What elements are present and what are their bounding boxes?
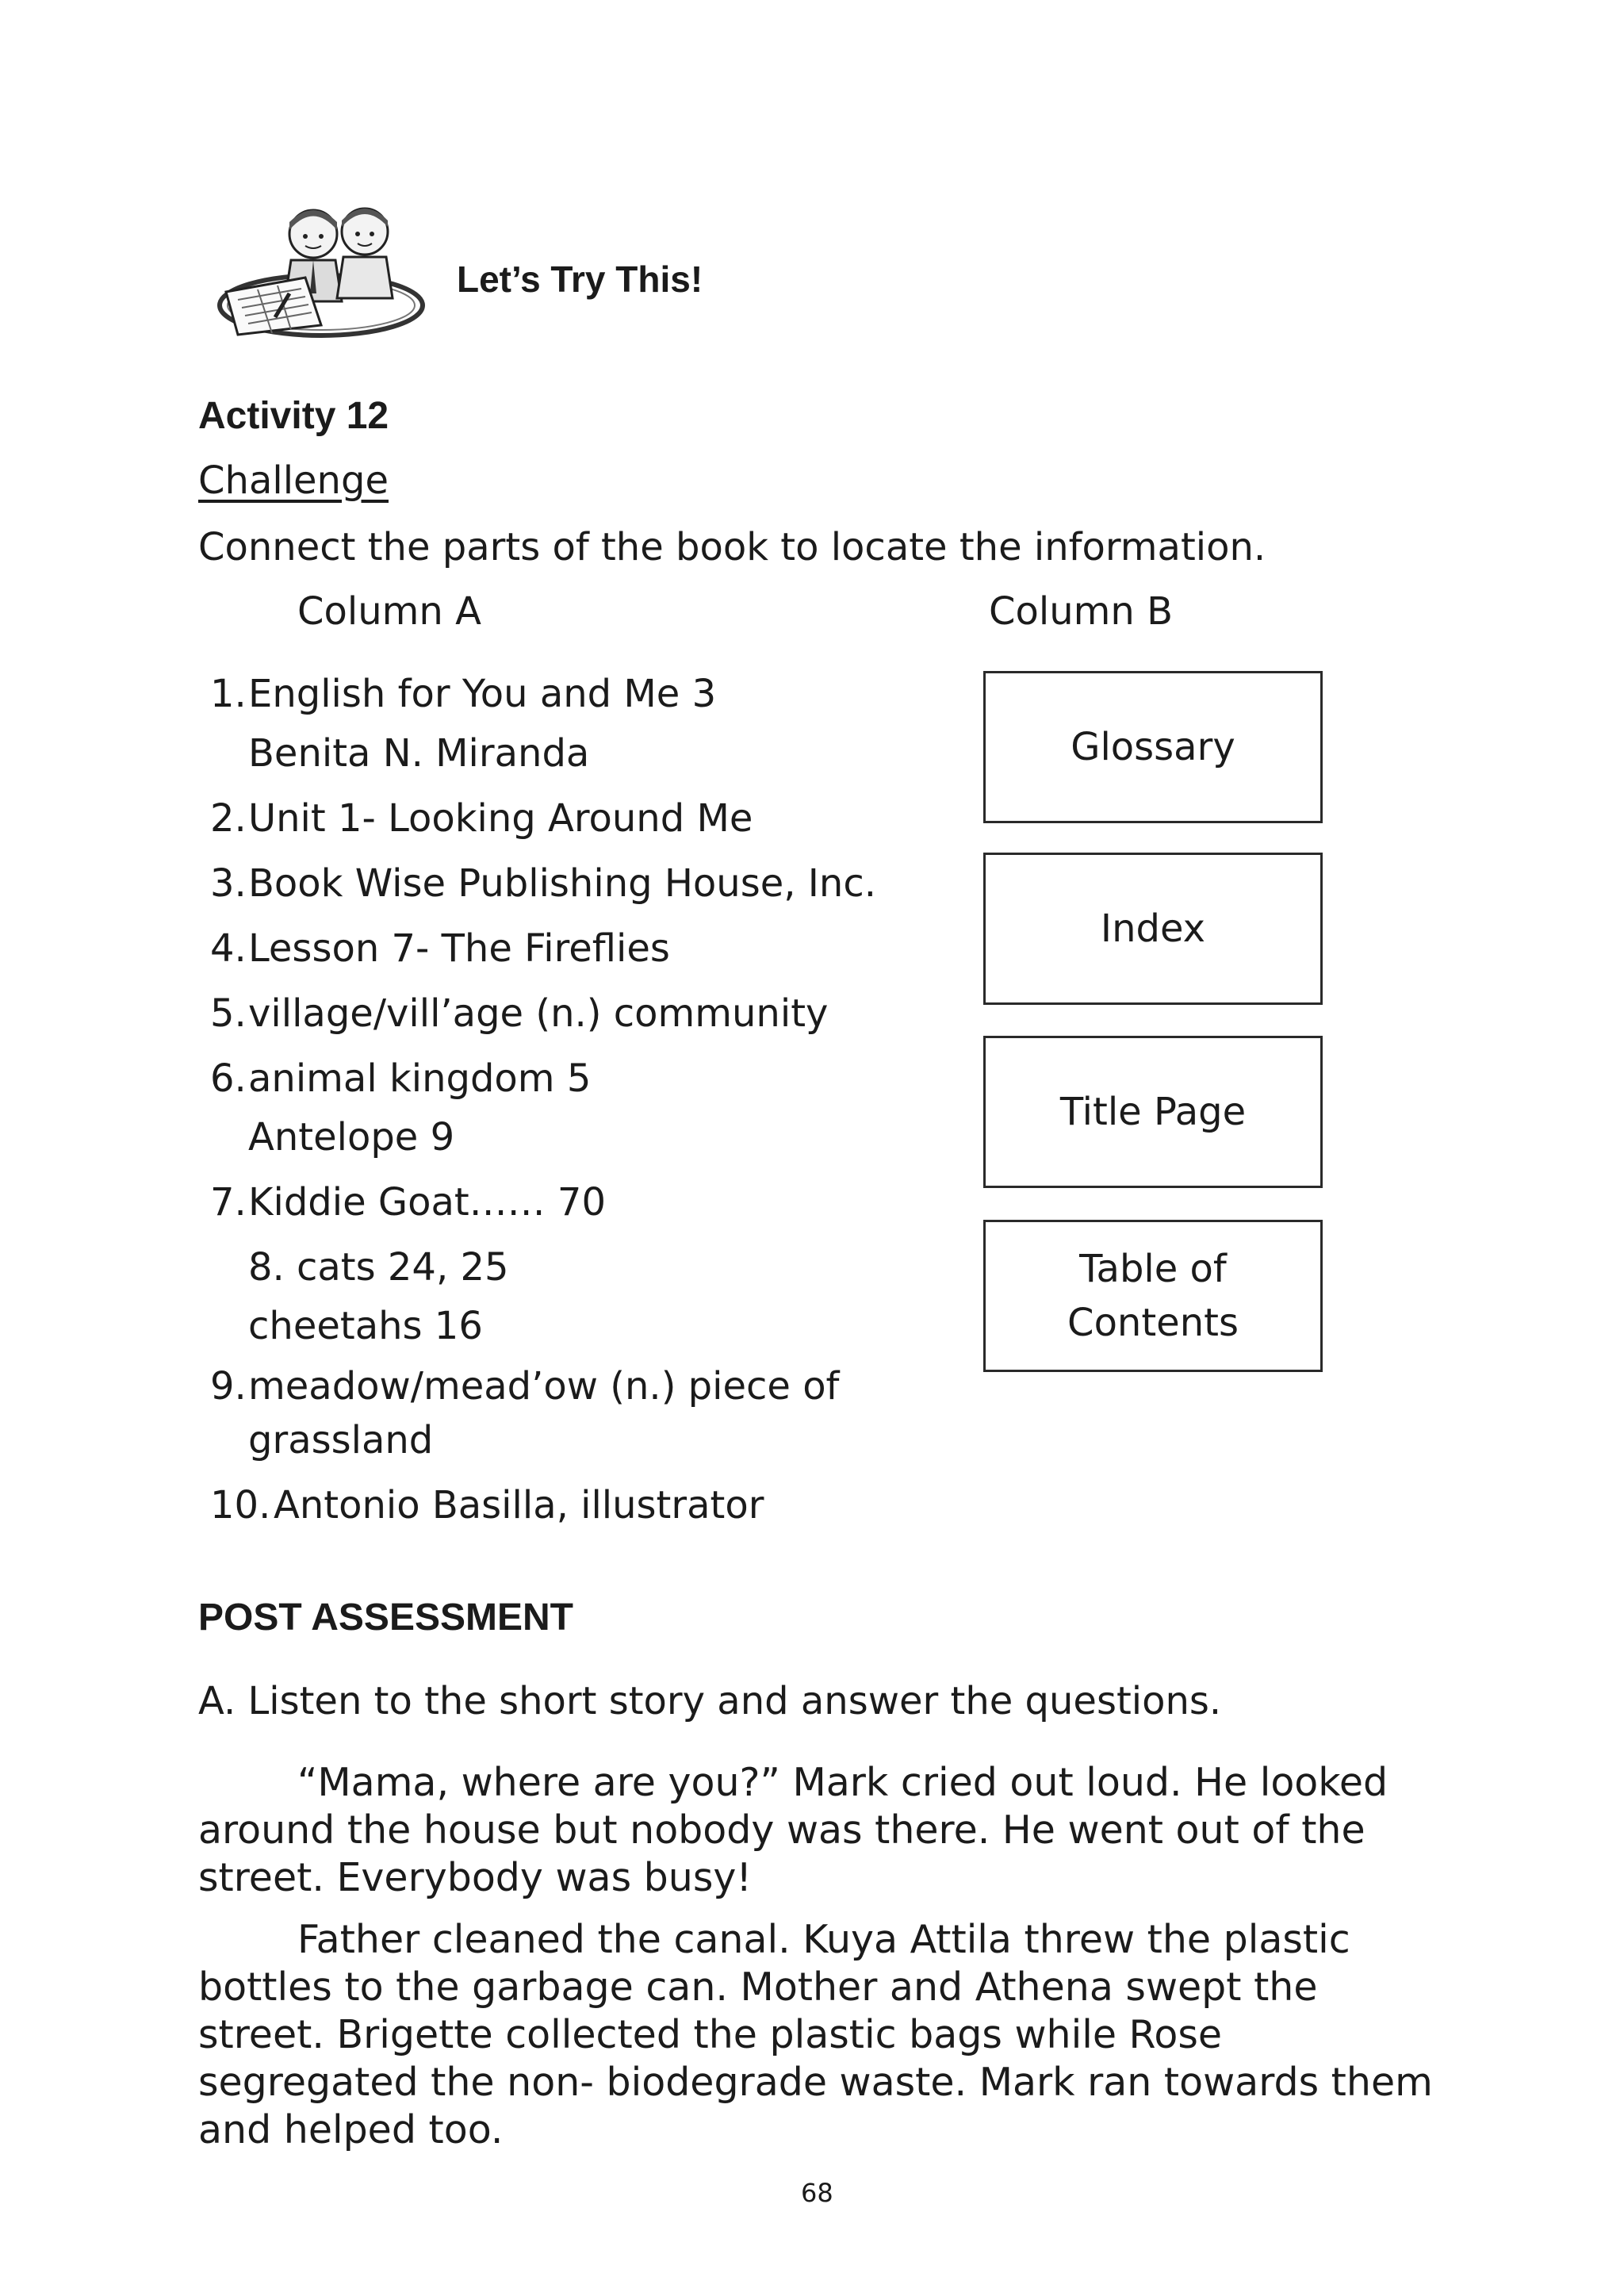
activity-title: Activity 12 xyxy=(198,395,389,437)
section-heading-lets-try: Let’s Try This! xyxy=(457,259,703,300)
children-reading-book-icon xyxy=(202,198,432,341)
list-item-number: 5. xyxy=(210,991,247,1036)
list-item-number: 4. xyxy=(210,926,247,971)
list-item-continuation: grassland xyxy=(248,1418,434,1462)
story-paragraph: “Mama, where are you?” Mark cried out loud. He looked around the house but nobody was there. He went out of the street. Everybody was busy! xyxy=(198,1760,1388,1900)
list-item: Antonio Basilla, illustrator xyxy=(274,1483,764,1527)
list-item-continuation: Benita N. Miranda xyxy=(248,731,590,776)
list-item: Book Wise Publishing House, Inc. xyxy=(248,861,876,906)
list-item-number: 8. xyxy=(248,1245,285,1290)
list-item: English for You and Me 3 xyxy=(248,672,717,716)
list-item-number: 7. xyxy=(210,1180,247,1225)
list-item: Kiddie Goat…… 70 xyxy=(248,1180,607,1225)
list-item-number: 9. xyxy=(210,1364,247,1409)
list-item-continuation: cheetahs 16 xyxy=(248,1304,483,1348)
column-b-box-glossary: Glossary xyxy=(983,671,1323,823)
list-item: village/vill’age (n.) community xyxy=(248,991,829,1036)
column-b-box-index: Index xyxy=(983,853,1323,1005)
post-assessment-instruction: A. Listen to the short story and answer the questions. xyxy=(198,1679,1222,1723)
post-assessment-title: POST ASSESSMENT xyxy=(198,1596,573,1639)
column-a-label: Column A xyxy=(297,589,481,634)
activity-subtitle: Challenge xyxy=(198,458,389,503)
list-item-number: 6. xyxy=(210,1056,247,1101)
column-b-label: Column B xyxy=(989,589,1174,634)
list-item-number: 10. xyxy=(210,1483,271,1527)
list-item-number: 2. xyxy=(210,796,247,841)
activity-instruction: Connect the parts of the book to locate the information. xyxy=(198,525,1266,569)
list-item: Unit 1- Looking Around Me xyxy=(248,796,753,841)
list-item-continuation: Antelope 9 xyxy=(248,1115,455,1159)
list-item-number: 1. xyxy=(210,672,247,716)
list-item: Lesson 7- The Fireflies xyxy=(248,926,670,971)
page-number: 68 xyxy=(801,2178,833,2208)
column-b-box-table-of-contents: Table of Contents xyxy=(983,1220,1323,1372)
story-paragraph: Father cleaned the canal. Kuya Attila threw the plastic bottles to the garbage can. Mother and Athena swept the street. Brigette collected the plastic bags while Rose segregated the non- biodegrade waste. Mark ran towards them and helped too. xyxy=(198,1917,1433,2152)
list-item-number: 3. xyxy=(210,861,247,906)
list-item: animal kingdom 5 xyxy=(248,1056,592,1101)
list-item: cats 24, 25 xyxy=(297,1245,509,1290)
list-item: meadow/mead’ow (n.) piece of xyxy=(248,1364,840,1409)
column-b-box-title-page: Title Page xyxy=(983,1036,1323,1188)
